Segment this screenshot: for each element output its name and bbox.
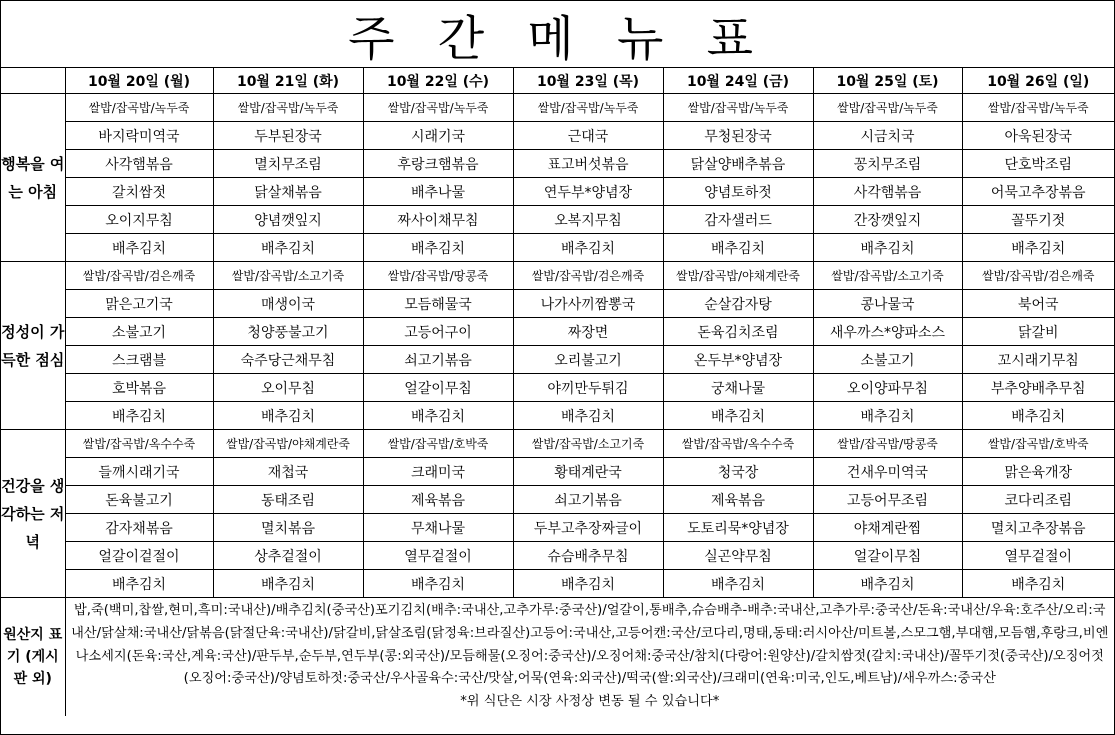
menu-row [1,542,1114,570]
menu-item: 쌀밥/잡곡밥/땅콩죽 [813,430,962,458]
menu-item: 표고버섯볶음 [513,150,663,178]
menu-item: 쌀밥/잡곡밥/녹두죽 [663,94,813,122]
menu-row [1,346,1114,374]
menu-item: 궁채나물 [663,374,813,402]
menu-item: 배추김치 [663,402,813,430]
menu-item: 사각햄볶음 [65,150,213,178]
menu-item: 꽁치무조림 [813,150,962,178]
menu-item: 배추김치 [213,570,363,598]
menu-item: 양념토하젓 [663,178,813,206]
day-header: 10월 24일 (금) [663,68,813,94]
menu-item: 배추김치 [962,234,1114,262]
menu-item: 쇠고기볶음 [513,486,663,514]
menu-item: 슈슴배추무침 [513,542,663,570]
menu-item: 오리불고기 [513,346,663,374]
menu-item: 순살감자탕 [663,290,813,318]
menu-row [1,94,1114,122]
menu-item: 오이지무침 [65,206,213,234]
menu-item: 닭살채볶음 [213,178,363,206]
menu-item: 짜장면 [513,318,663,346]
menu-item: 모듬해물국 [363,290,513,318]
menu-item: 호박볶음 [65,374,213,402]
menu-item: 열무겉절이 [962,542,1114,570]
menu-item: 숙주당근채무침 [213,346,363,374]
menu-item: 배추김치 [513,402,663,430]
menu-item: 쌀밥/잡곡밥/검은깨죽 [962,262,1114,290]
menu-item: 소불고기 [65,318,213,346]
menu-item: 새우까스*양파소스 [813,318,962,346]
menu-item: 배추김치 [363,570,513,598]
menu-item: 도토리묵*양념장 [663,514,813,542]
menu-item: 배추김치 [213,402,363,430]
menu-item: 근대국 [513,122,663,150]
menu-item: 배추김치 [663,570,813,598]
menu-row [1,430,1114,458]
menu-item: 제육볶음 [663,486,813,514]
menu-item: 쌀밥/잡곡밥/녹두죽 [213,94,363,122]
menu-item: 얼갈이무침 [363,374,513,402]
menu-item: 소불고기 [813,346,962,374]
menu-item: 단호박조림 [962,150,1114,178]
menu-item: 두부고추장짜글이 [513,514,663,542]
menu-item: 갈치쌈젓 [65,178,213,206]
menu-item: 쌀밥/잡곡밥/검은깨죽 [65,262,213,290]
menu-row [1,486,1114,514]
menu-item: 감자샐러드 [663,206,813,234]
meal-label: 건강을 생각하는 저녁 [1,430,65,598]
menu-row [1,262,1114,290]
menu-item: 배추김치 [513,570,663,598]
menu-item: 멸치고추장볶음 [962,514,1114,542]
menu-item: 돈육김치조림 [663,318,813,346]
menu-table [1,68,1114,716]
menu-item: 배추김치 [65,234,213,262]
menu-item: 바지락미역국 [65,122,213,150]
menu-row [1,458,1114,486]
menu-row [1,374,1114,402]
menu-item: 후랑크햄볶음 [363,150,513,178]
menu-row [1,234,1114,262]
menu-row [1,206,1114,234]
day-header: 10월 21일 (화) [213,68,363,94]
menu-item: 쌀밥/잡곡밥/검은깨죽 [513,262,663,290]
menu-item: 야끼만두튀김 [513,374,663,402]
menu-item: 쌀밥/잡곡밥/옥수수죽 [65,430,213,458]
menu-item: 건새우미역국 [813,458,962,486]
meal-label: 정성이 가득한 점심 [1,262,65,430]
day-header: 10월 22일 (수) [363,68,513,94]
menu-item: 맑은고기국 [65,290,213,318]
menu-item: 오복지무침 [513,206,663,234]
origin-label: 원산지 표기 (게시판 외) [1,598,65,716]
menu-item: 배추김치 [513,234,663,262]
menu-item: 매생이국 [213,290,363,318]
menu-item: 얼갈이겉절이 [65,542,213,570]
menu-item: 청양풍불고기 [213,318,363,346]
menu-item: 크래미국 [363,458,513,486]
menu-item: 배추김치 [363,402,513,430]
menu-item: 쌀밥/잡곡밥/소고기죽 [813,262,962,290]
origin-notice: *위 식단은 시장 사정상 변동 될 수 있습니다* [460,694,720,710]
menu-item: 쇠고기볶음 [363,346,513,374]
menu-item: 양념깻잎지 [213,206,363,234]
menu-item: 얼갈이무침 [813,542,962,570]
menu-item: 멸치무조림 [213,150,363,178]
menu-item: 배추김치 [962,570,1114,598]
menu-item: 동태조림 [213,486,363,514]
menu-row [1,122,1114,150]
origin-text: 밥,죽(백미,찹쌀,현미,흑미:국내산)/배추김치(중국산)포기김치(배추:국내산,고추가루:중국산)/얼갈이,통배추,슈슴배추-배추:국내산,고추가루:중국산/돈육:국내산/우육:호주산/오리:국내산/닭살채:국내산/닭볶음(닭절단육:국내산)/닭갈비,닭살조림(닭정육:브라질산)고등어:국내산,고등어캔:국산/코다리,명태,동태:러시아산/미트볼,스모그햄,부대햄,모듬햄,후랑크,비엔나소세지(돈육:국산,계육:국산)/판두부,순두부,연두부(콩:외국산)/모듬해물(오징어:중국산)/오징어채:중국산/참치(다랑어:원양산)/갈치쌈젓(갈치:국내산)/꼴뚜기젓(중국산)/오징어젓(오징어:중국산)/양념토하젓:중국산/우사골육수:국산/맛살,어묵(연육:외국산)/떡국(쌀:외국산)/크래미(연육:미국,인도,베트남)/새우까스:중국산 [71,603,1109,687]
menu-item: 쌀밥/잡곡밥/녹두죽 [962,94,1114,122]
day-header: 10월 26일 (일) [962,68,1114,94]
origin-cell [65,598,1114,716]
menu-row [1,290,1114,318]
menu-item: 부추양배추무침 [962,374,1114,402]
menu-item: 배추김치 [363,234,513,262]
menu-row [1,402,1114,430]
menu-item: 연두부*양념장 [513,178,663,206]
menu-item: 배추김치 [663,234,813,262]
menu-item: 배추김치 [813,570,962,598]
menu-row [1,178,1114,206]
menu-row [1,514,1114,542]
menu-item: 맑은육개장 [962,458,1114,486]
origin-row [1,598,1114,716]
menu-item: 쌀밥/잡곡밥/녹두죽 [513,94,663,122]
menu-item: 나가사끼짬뽕국 [513,290,663,318]
menu-item: 쌀밥/잡곡밥/소고기죽 [513,430,663,458]
menu-item: 배추김치 [65,570,213,598]
menu-item: 감자채볶음 [65,514,213,542]
menu-item: 온두부*양념장 [663,346,813,374]
menu-item: 쌀밥/잡곡밥/호박죽 [363,430,513,458]
menu-item: 상추겉절이 [213,542,363,570]
menu-item: 배추김치 [65,402,213,430]
menu-item: 돈육불고기 [65,486,213,514]
menu-item: 스크램블 [65,346,213,374]
menu-item: 제육볶음 [363,486,513,514]
menu-item: 두부된장국 [213,122,363,150]
menu-item: 열무겉절이 [363,542,513,570]
menu-item: 꼴뚜기젓 [962,206,1114,234]
menu-item: 사각햄볶음 [813,178,962,206]
menu-item: 실곤약무침 [663,542,813,570]
menu-item: 무채나물 [363,514,513,542]
menu-item: 시래기국 [363,122,513,150]
menu-item: 배추나물 [363,178,513,206]
menu-item: 배추김치 [813,234,962,262]
day-header: 10월 25일 (토) [813,68,962,94]
menu-item: 쌀밥/잡곡밥/옥수수죽 [663,430,813,458]
menu-item: 시금치국 [813,122,962,150]
menu-item: 쌀밥/잡곡밥/야채계란죽 [213,430,363,458]
menu-item: 쌀밥/잡곡밥/녹두죽 [65,94,213,122]
menu-item: 짜사이채무침 [363,206,513,234]
day-header: 10월 23일 (목) [513,68,663,94]
menu-item: 간장깻잎지 [813,206,962,234]
meal-label: 행복을 여는 아침 [1,94,65,262]
menu-item: 꼬시래기무침 [962,346,1114,374]
menu-item: 야채계란찜 [813,514,962,542]
menu-item: 고등어무조림 [813,486,962,514]
menu-row [1,150,1114,178]
day-header: 10월 20일 (월) [65,68,213,94]
menu-item: 쌀밥/잡곡밥/녹두죽 [363,94,513,122]
menu-item: 코다리조림 [962,486,1114,514]
menu-item: 오이양파무침 [813,374,962,402]
header-row [1,68,1114,94]
menu-item: 들깨시래기국 [65,458,213,486]
menu-item: 멸치볶음 [213,514,363,542]
menu-row [1,318,1114,346]
menu-row [1,570,1114,598]
menu-item: 어묵고추장볶음 [962,178,1114,206]
menu-item: 아욱된장국 [962,122,1114,150]
menu-item: 배추김치 [813,402,962,430]
menu-item: 고등어구이 [363,318,513,346]
menu-item: 쌀밥/잡곡밥/호박죽 [962,430,1114,458]
menu-item: 콩나물국 [813,290,962,318]
menu-item: 청국장 [663,458,813,486]
menu-item: 쌀밥/잡곡밥/소고기죽 [213,262,363,290]
menu-item: 쌀밥/잡곡밥/땅콩죽 [363,262,513,290]
menu-item: 오이무침 [213,374,363,402]
menu-item: 쌀밥/잡곡밥/녹두죽 [813,94,962,122]
menu-item: 닭갈비 [962,318,1114,346]
menu-item: 재첩국 [213,458,363,486]
menu-item: 배추김치 [962,402,1114,430]
corner-cell [1,68,65,94]
menu-item: 황태계란국 [513,458,663,486]
menu-item: 닭살양배추볶음 [663,150,813,178]
page-title: 주 간 메 뉴 표 [1,1,1114,68]
menu-item: 배추김치 [213,234,363,262]
menu-item: 쌀밥/잡곡밥/야채계란죽 [663,262,813,290]
menu-item: 무청된장국 [663,122,813,150]
menu-item: 북어국 [962,290,1114,318]
